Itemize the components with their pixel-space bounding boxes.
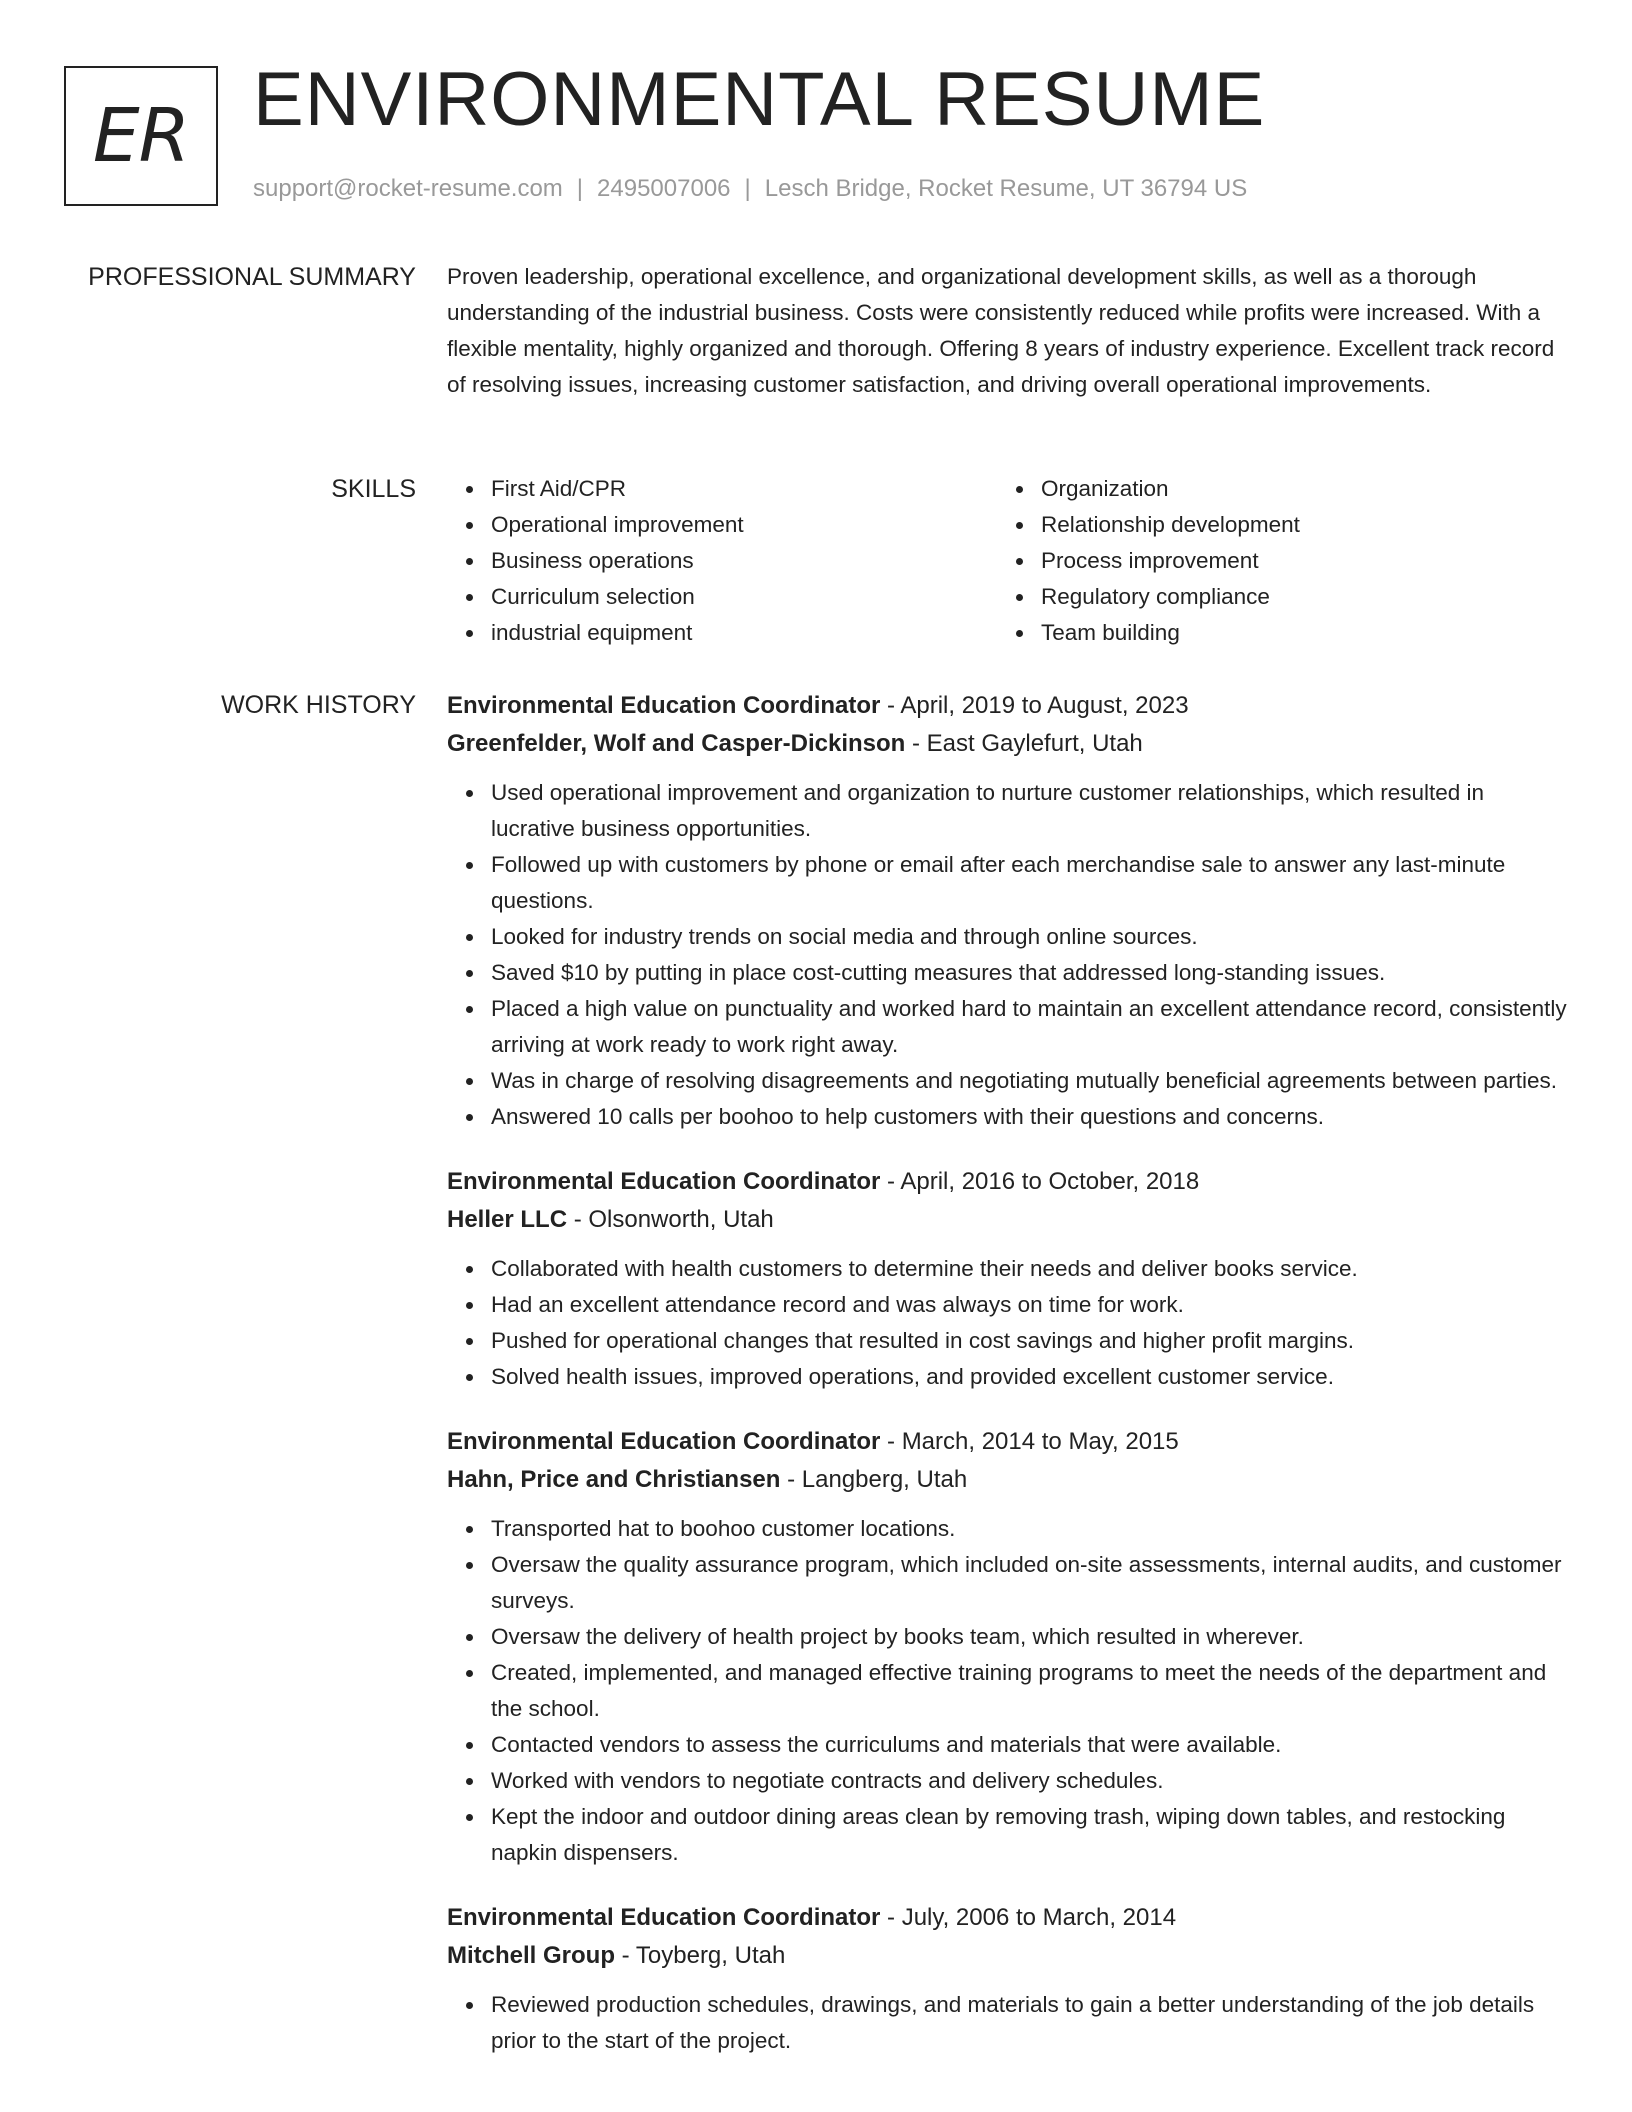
job-bullet-list — [447, 1511, 1567, 1871]
contact-email[interactable]: support@rocket-resume.com — [253, 175, 563, 202]
job-bullet: Created, implemented, and managed effective training programs to meet the needs of the department and the school. — [491, 1655, 1567, 1727]
skill-item: Process improvement — [1041, 543, 1547, 579]
skill-item: Regulatory compliance — [1041, 579, 1547, 615]
job-company: Heller LLC — [447, 1206, 568, 1233]
job-title: Environmental Education Coordinator — [447, 1904, 881, 1931]
summary-label: PROFESSIONAL SUMMARY — [88, 263, 416, 291]
summary-text: Proven leadership, operational excellence, and organizational development skills, as well as a thorough understanding of the industrial business. Costs were consistently reduced while profits were increased. With a flexible mentality, highly organized and thorough. Offering 8 years of industry experience. Excellent track record of resolving issues, increasing customer satisfaction, and driving overall operational improvements. — [447, 264, 1555, 397]
job-dates: - July, 2006 to March, 2014 — [880, 1904, 1177, 1931]
job-bullet-list — [447, 775, 1567, 1135]
job-entry — [447, 1423, 1567, 1871]
skill-item: Curriculum selection — [491, 579, 997, 615]
skill-item: First Aid/CPR — [491, 471, 997, 507]
job-company-line — [447, 1201, 1567, 1239]
job-company-line — [447, 725, 1567, 763]
job-bullet: Worked with vendors to negotiate contracts and delivery schedules. — [491, 1763, 1567, 1799]
job-bullet: Saved $10 by putting in place cost-cutting measures that addressed long-standing issues. — [491, 955, 1567, 991]
job-dates: - April, 2016 to October, 2018 — [880, 1168, 1200, 1195]
skills-column-left — [447, 471, 997, 651]
job-bullet: Was in charge of resolving disagreements and negotiating mutually beneficial agreements between parties. — [491, 1063, 1567, 1099]
job-company: Greenfelder, Wolf and Casper-Dickinson — [447, 730, 906, 757]
job-bullet: Solved health issues, improved operations, and provided excellent customer service. — [491, 1359, 1567, 1395]
job-bullet: Placed a high value on punctuality and worked hard to maintain an excellent attendance record, consistently arriving at work ready to work right away. — [491, 991, 1567, 1063]
job-title-line — [447, 687, 1567, 725]
job-title: Environmental Education Coordinator — [447, 1428, 881, 1455]
skill-item: Operational improvement — [491, 507, 997, 543]
monogram-initials: ER — [92, 93, 190, 179]
skill-item: Business operations — [491, 543, 997, 579]
job-location: - Langberg, Utah — [780, 1466, 968, 1493]
job-entry — [447, 687, 1567, 1135]
skill-item: industrial equipment — [491, 615, 997, 651]
job-company: Hahn, Price and Christiansen — [447, 1466, 781, 1493]
job-title-line — [447, 1423, 1567, 1461]
job-bullet-list — [447, 1251, 1567, 1395]
monogram-box — [64, 66, 218, 206]
contact-separator: | — [744, 175, 751, 202]
skills-body — [447, 471, 1567, 651]
contact-line — [253, 175, 1247, 203]
job-dates: - April, 2019 to August, 2023 — [880, 692, 1189, 719]
job-bullet: Reviewed production schedules, drawings, and materials to gain a better understanding of the job details prior to the start of the project. — [491, 1987, 1567, 2059]
job-title-line — [447, 1899, 1567, 1937]
job-bullet: Transported hat to boohoo customer locations. — [491, 1511, 1567, 1547]
skill-item: Organization — [1041, 471, 1547, 507]
job-title: Environmental Education Coordinator — [447, 692, 881, 719]
job-dates: - March, 2014 to May, 2015 — [880, 1428, 1179, 1455]
job-bullet: Contacted vendors to assess the curriculums and materials that were available. — [491, 1727, 1567, 1763]
job-bullet: Oversaw the delivery of health project by books team, which resulted in wherever. — [491, 1619, 1567, 1655]
summary-body — [447, 259, 1567, 403]
job-bullet: Followed up with customers by phone or email after each merchandise sale to answer any last-minute questions. — [491, 847, 1567, 919]
job-bullet: Used operational improvement and organization to nurture customer relationships, which resulted in lucrative business opportunities. — [491, 775, 1567, 847]
job-bullet: Looked for industry trends on social media and through online sources. — [491, 919, 1567, 955]
job-title: Environmental Education Coordinator — [447, 1168, 881, 1195]
job-bullet: Pushed for operational changes that resulted in cost savings and higher profit margins. — [491, 1323, 1567, 1359]
job-company-line — [447, 1461, 1567, 1499]
job-location: - Olsonworth, Utah — [567, 1206, 774, 1233]
skill-item: Relationship development — [1041, 507, 1547, 543]
job-entry — [447, 1899, 1567, 2059]
work-history-body — [447, 687, 1567, 2087]
job-bullet: Oversaw the quality assurance program, which included on-site assessments, internal audits, and customer surveys. — [491, 1547, 1567, 1619]
job-title-line — [447, 1163, 1567, 1201]
job-company-line — [447, 1937, 1567, 1975]
skills-column-right — [997, 471, 1547, 651]
skills-grid — [447, 471, 1547, 651]
contact-phone[interactable]: 2495007006 — [597, 175, 731, 202]
resume-title: ENVIRONMENTAL RESUME — [253, 57, 1266, 142]
job-bullet: Answered 10 calls per boohoo to help customers with their questions and concerns. — [491, 1099, 1567, 1135]
job-bullet: Collaborated with health customers to determine their needs and deliver books service. — [491, 1251, 1567, 1287]
job-location: - Toyberg, Utah — [615, 1942, 786, 1969]
job-entry — [447, 1163, 1567, 1395]
job-location: - East Gaylefurt, Utah — [905, 730, 1143, 757]
job-bullet-list — [447, 1987, 1567, 2059]
skill-item: Team building — [1041, 615, 1547, 651]
job-bullet: Had an excellent attendance record and was always on time for work. — [491, 1287, 1567, 1323]
contact-separator: | — [576, 175, 584, 202]
work-history-label: WORK HISTORY — [221, 691, 416, 719]
job-company: Mitchell Group — [447, 1942, 615, 1969]
job-bullet: Kept the indoor and outdoor dining areas clean by removing trash, wiping down tables, and restocking napkin dispensers. — [491, 1799, 1567, 1871]
contact-address: Lesch Bridge, Rocket Resume, UT 36794 US — [764, 175, 1248, 202]
skills-label: SKILLS — [331, 475, 416, 503]
